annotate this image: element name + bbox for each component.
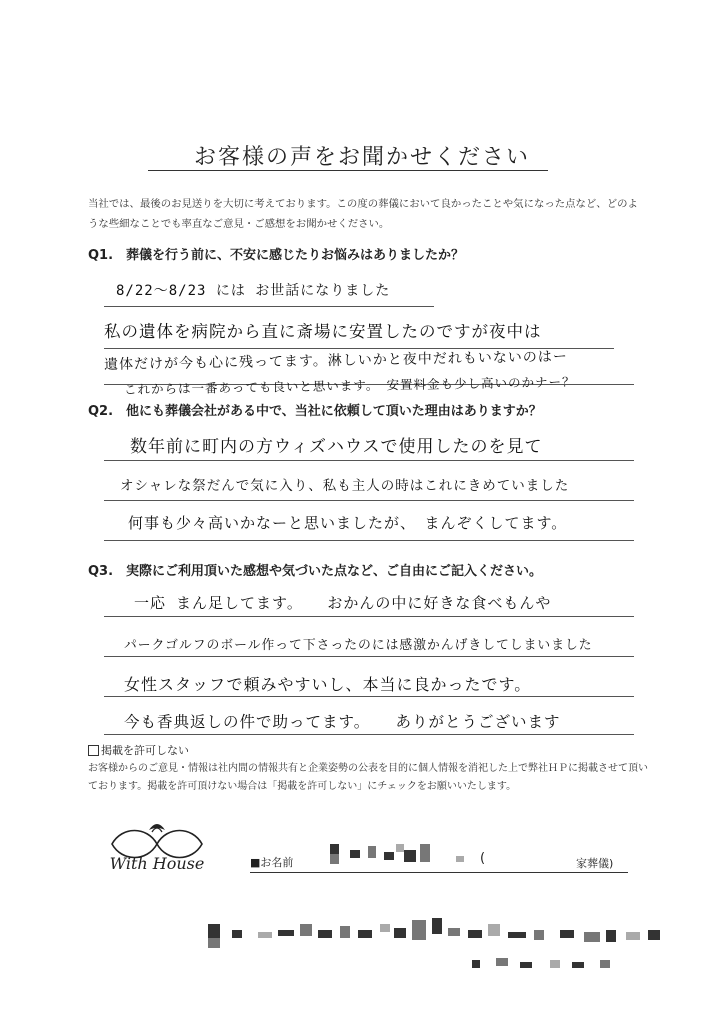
handwritten-answer: 女性スタッフで頼みやすいし、本当に良かったです。 [124,675,532,694]
publish-consent-label: 掲載を許可しない [101,744,189,757]
handwritten-answer: 私の遺体を病院から直に斎場に安置したのですが夜中は [104,322,542,341]
consent-text: お客様からのご意見・情報は社内間の情報共有と企業姿勢の公表を目的に個人情報を消祀した上で弊社ＨＰに掲載させて頂いております。掲載を許可頂けない場合は「掲載を許可しない」にチェックをお願いいたします。 [88,763,648,792]
answer-line [104,540,634,541]
paren-open: ( [480,851,486,866]
handwritten-answer: これからは一番あっても良いと思います。 安置料金も少し高いのかナー？ [123,374,576,397]
handwritten-answer: オシャレな祭だんで気に入り、私も主人の時はこれにきめていました [120,478,570,494]
question-2: Q2. 他にも葬儀会社がある中で、当社に依頼して頂いた理由はありますか？ [88,404,542,419]
handwritten-answer: 遺体だけが今も心に残ってます。淋しいかと夜中だれもいないのはー [103,348,568,373]
answer-line [104,696,634,697]
handwritten-answer: 今も香典返しの件で助ってます。 ありがとうございます [124,713,561,731]
company-logo [92,820,222,880]
handwritten-answer: パークゴルフのボール作って下さったのには感激かんげきしてしまいました [124,638,593,653]
intro-text: 当社では、最後のお見送りを大切に考えております。この度の葬儀において良かったことや気になった点など、どのような些細なことでも率直なご意見・ご感想をお聞かせください。 [88,198,638,230]
answer-line [104,656,634,657]
answer-line [104,460,634,461]
answer-line [104,734,634,735]
handwritten-answer: 8/22〜8/23 には お世話になりました [116,283,391,299]
page-title: お客様の声をお聞かせください [193,145,530,170]
name-label: ■お名前 [250,856,294,869]
answer-line [104,500,634,501]
name-underline [250,872,628,873]
answer-line [104,616,634,617]
question-3: Q3. 実際にご利用頂いた感想や気づいた点など、ご自由にご記入ください。 [88,564,543,579]
question-1: Q1. 葬儀を行う前に、不安に感じたりお悩みはありましたか？ [88,248,465,263]
publish-consent-checkbox[interactable] [88,745,99,756]
handwritten-answer: 数年前に町内の方ウィズハウスで使用したのを見て [130,437,543,457]
title-underline [148,170,548,171]
answer-line [104,306,434,307]
handwritten-answer: 何事も少々高いかなーと思いましたが、 まんぞくしてます。 [128,514,568,532]
logo-text: With House [109,854,205,873]
family-suffix: 家葬儀) [576,857,614,870]
handwritten-answer: 一応 まん足してます。 おかんの中に好きな食べもんや [134,594,552,612]
publish-consent-row[interactable] [88,742,189,758]
